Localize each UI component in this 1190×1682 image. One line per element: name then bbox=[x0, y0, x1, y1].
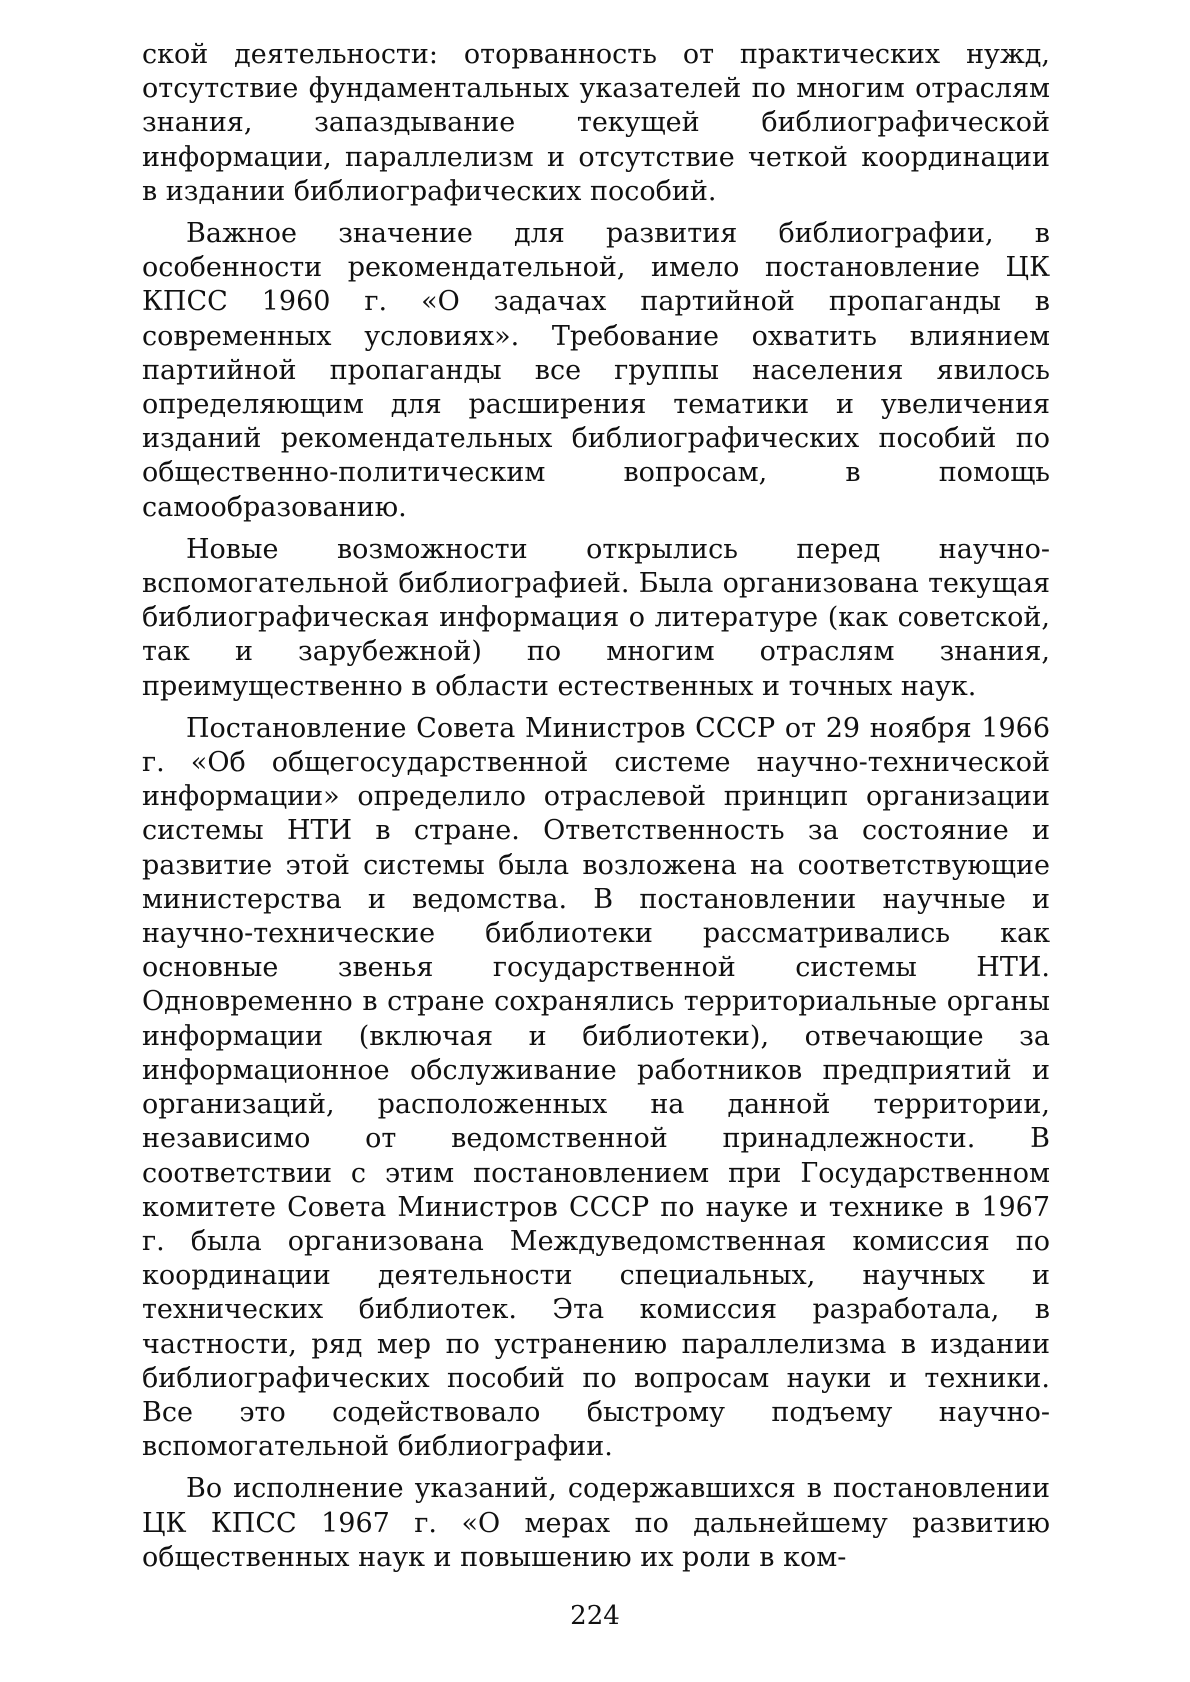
paragraph-2: Важное значение для развития библиографии, в особенности рекомендательной, имело постановление ЦК КПСС 1960 г. «О задачах партийной пропаганды в современных условиях». Требование охватить влиянием партийной пропаганды все группы населения явилось определяющим для расширения тематики и увеличения изданий рекомендательных библиографических пособий по общественно-политическим вопросам, в помощь самообразованию. bbox=[142, 218, 1050, 523]
paragraph-3: Новые возможности открылись перед научно-вспомогательной библиографией. Была организована текущая библиографическая информация о литературе (как советской, так и зарубежной) по многим отраслям знания, преимущественно в области естественных и точных наук. bbox=[142, 533, 1050, 702]
page-body bbox=[142, 38, 1050, 1575]
page-number: 224 bbox=[570, 1601, 620, 1631]
paragraph-4: Постановление Совета Министров СССР от 29 ноября 1966 г. «Об общегосударственной системе научно-технической информации» определило отраслевой принцип организации системы НТИ в стране. Ответственность за состояние и развитие этой системы была возложена на соответствующие министерства и ведомства. В постановлении научные и научно-технические библиотеки рассматривались как основные звенья государственной системы НТИ. Одновременно в стране сохранялись территориальные органы информации (включая и библиотеки), отвечающие за информационное обслуживание работников предприятий и организаций, расположенных на данной территории, независимо от ведомственной принадлежности. В соответствии с этим постановлением при Государственном комитете Совета Министров СССР по науке и технике в 1967 г. была организована Междуведомственная комиссия по координации деятельности специальных, научных и технических библиотек. Эта комиссия разработала, в частности, ряд мер по устранению параллелизма в издании библиографических пособий по вопросам науки и техники. Все это содействовало быстрому подъему научно-вспомогательной библиографии. bbox=[142, 712, 1050, 1463]
paragraph-1: ской деятельности: оторванность от практических нужд, отсутствие фундаментальных указателей по многим отраслям знания, запаздывание текущей библиографической информации, параллелизм и отсутствие четкой координации в издании библиографических пособий. bbox=[142, 39, 1050, 207]
paragraph-5: Во исполнение указаний, содержавшихся в постановлении ЦК КПСС 1967 г. «О мерах по дальнейшему развитию общественных наук и повышению их роли в ком- bbox=[142, 1473, 1050, 1573]
